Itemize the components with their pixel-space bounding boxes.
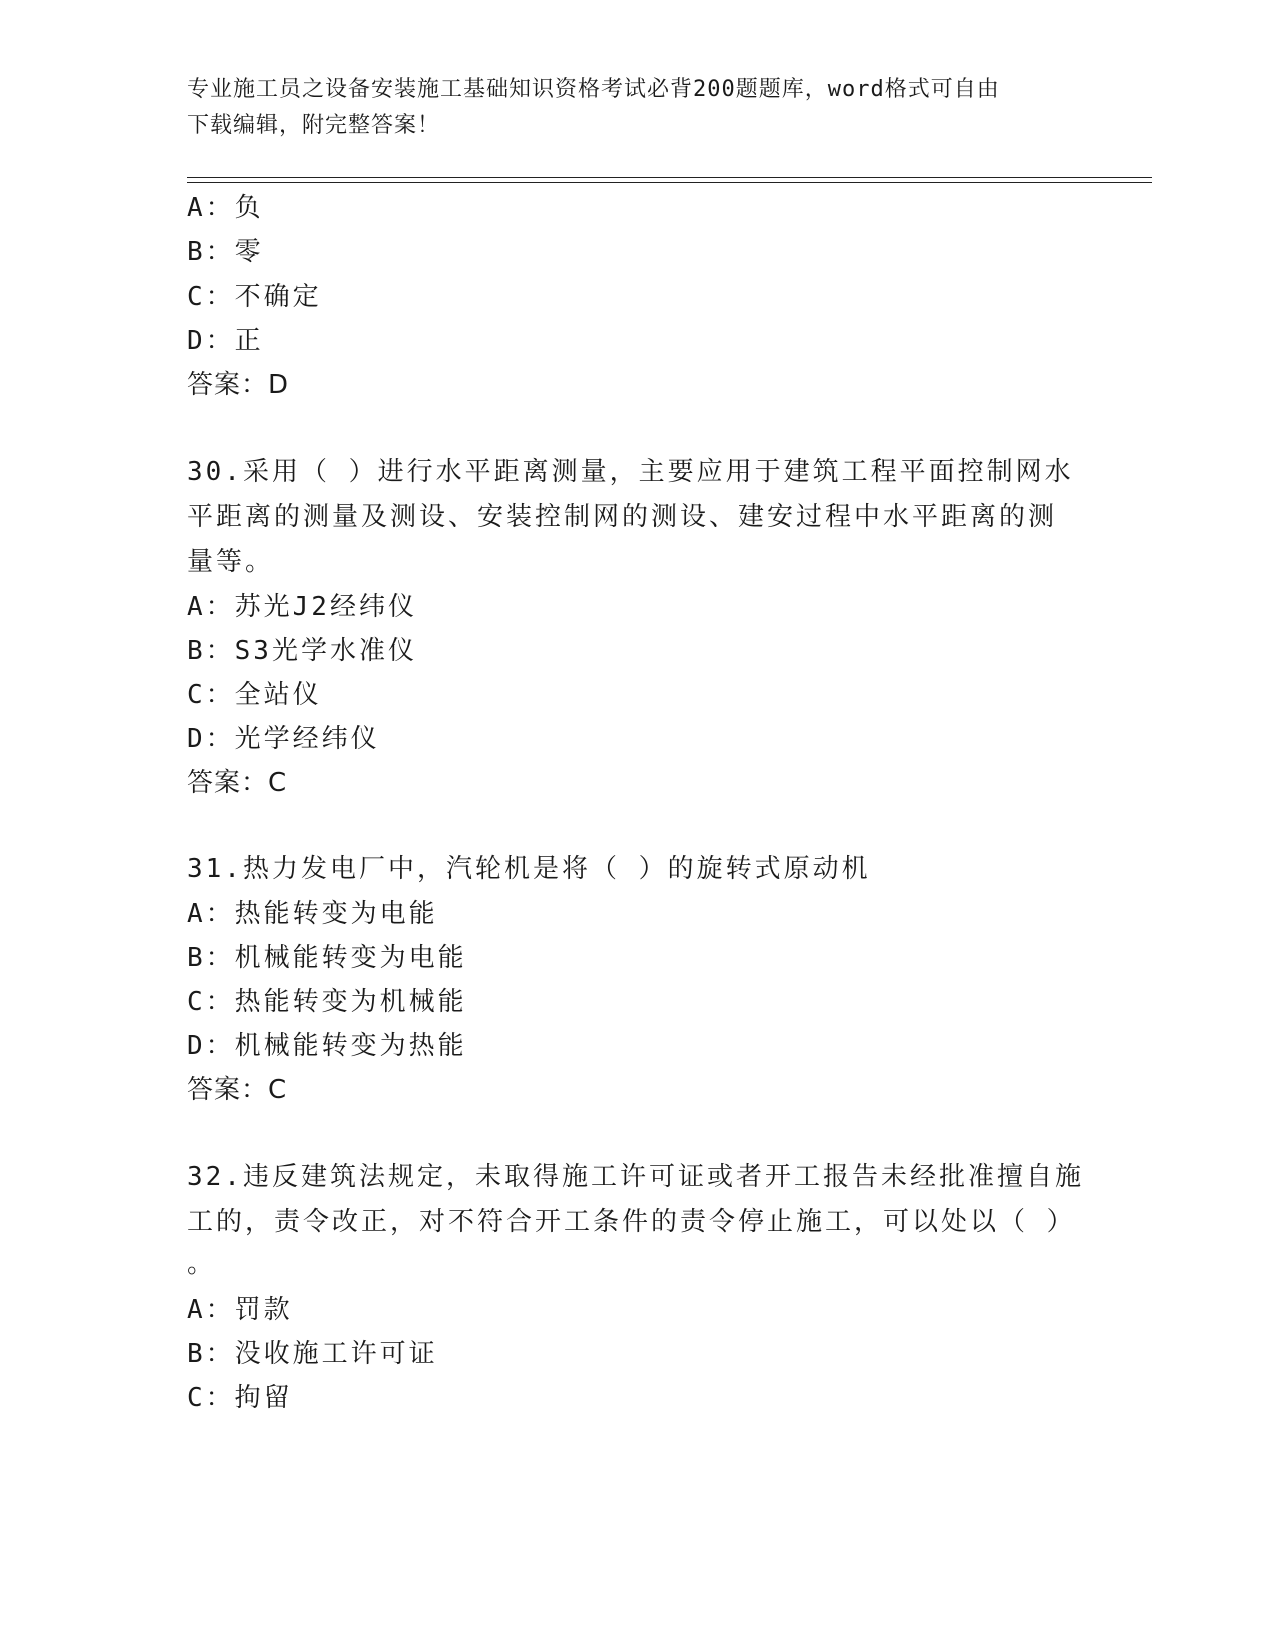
question-32-stem-line-3: 。 <box>187 1249 217 1279</box>
question-32-option-a: A：罚款 <box>187 1295 293 1325</box>
option-d: D：正 <box>187 326 264 356</box>
question-31-answer: 答案：C <box>187 1075 288 1105</box>
header-divider-bottom <box>187 182 1152 183</box>
question-30-option-a: A：苏光J2经纬仪 <box>187 592 417 622</box>
answer-label: 答案：D <box>187 370 290 400</box>
question-32-stem-line-2: 工的，责令改正，对不符合开工条件的责令停止施工，可以处以（ ） <box>187 1207 1076 1237</box>
question-31-option-c: C：热能转变为机械能 <box>187 987 467 1017</box>
option-b: B：零 <box>187 237 264 267</box>
question-32-option-b: B：没收施工许可证 <box>187 1339 438 1369</box>
question-31-option-d: D：机械能转变为热能 <box>187 1031 467 1061</box>
document-header <box>187 72 1067 144</box>
question-30-option-d: D：光学经纬仪 <box>187 724 380 754</box>
question-30-stem-line-3: 量等。 <box>187 547 275 577</box>
question-32-option-c: C：拘留 <box>187 1383 293 1413</box>
question-30-answer: 答案：C <box>187 768 288 798</box>
option-c: C：不确定 <box>187 282 322 312</box>
header-line-1: 专业施工员之设备安装施工基础知识资格考试必背200题题库，word格式可自由 <box>187 77 1000 102</box>
option-a: A：负 <box>187 193 264 223</box>
question-30-stem-line-1: 30.采用（ ）进行水平距离测量，主要应用于建筑工程平面控制网水 <box>187 457 1074 487</box>
question-30-stem-line-2: 平距离的测量及测设、安装控制网的测设、建安过程中水平距离的测 <box>187 502 1058 532</box>
question-30-option-b: B：S3光学水准仪 <box>187 636 417 666</box>
question-30-option-c: C：全站仪 <box>187 680 322 710</box>
question-31-option-b: B：机械能转变为电能 <box>187 943 467 973</box>
question-31-option-a: A：热能转变为电能 <box>187 899 438 929</box>
header-divider-top <box>187 177 1152 178</box>
question-32-stem-line-1: 32.违反建筑法规定，未取得施工许可证或者开工报告未经批准擅自施 <box>187 1162 1084 1192</box>
header-line-2: 下载编辑，附完整答案！ <box>187 113 441 138</box>
question-31-stem-line-1: 31.热力发电厂中，汽轮机是将（ ）的旋转式原动机 <box>187 854 871 884</box>
